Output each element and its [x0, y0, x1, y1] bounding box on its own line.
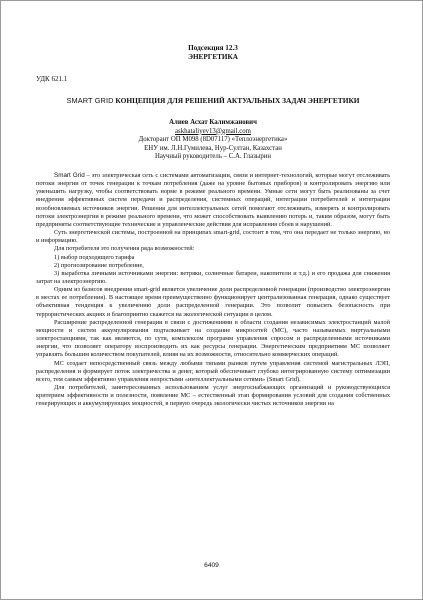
- list-item-2: 2) прогнозирование потребление,: [54, 261, 144, 269]
- body-text: [36, 172, 390, 409]
- udk-code: УДК 621.1: [36, 75, 68, 83]
- paragraph-4: Одним из базисов внедрения smart-grid является увеличение доли распределенной генерации (производство электроэнергии в местах ее потребления). В настоящее время преимущественно функционирует централизованная генерация, однако существует объективная тенденция к увеличению доли распределенной генерации. Это позволит повысить безопасность при террористических акциях и благоприятно скажется на экологической ситуации в целом.: [36, 286, 390, 318]
- author-block: [36, 119, 390, 162]
- author-name: Алиев Асхат Калимжанович: [169, 119, 257, 126]
- paragraph-2: Суть энергетической системы, построенной на принципах smart-grid, состоит в том, что она передает не только энергию, но и информацию.: [36, 229, 390, 245]
- paragraph-7: Для потребителей, заинтересованных использованием услуг энергоснабжающих организаций и руководствующихся критерием эффективности и полезности, появление МС – естественный этап формирования условий для создания собственных генерирующих и аккумулирующих мощностей, в первую очередь экологически чистых источников энергии на: [36, 384, 390, 408]
- author-email-link[interactable]: askhataliyev13@gmail.com: [175, 127, 251, 135]
- paragraph-1: [36, 172, 390, 229]
- author-position: Докторант ОП М098 (8D07117) «Теплоэнергетика»: [138, 136, 288, 144]
- paragraph-5: Расширение распределенной генерации в связи с достижениями в области создания независимых электростанций малой мощности и систем аккумулирования подталкивает на создание микросетей (МС), часто называемых виртуальными электростанциями, так как являются, по сути, комплексом программ управления спросом и распределенными источниками энергии, что позволяет оператору воспроизводить их как ресурсы генерации. Энергетическим предприятиям МС позволяет управлять большим количеством покупателей, влияя на их возможности, относительно коммерческих операций.: [36, 318, 390, 359]
- paragraph-1-lead: Smart Grid: [54, 171, 85, 179]
- author-affiliation: ЕНУ им. Л.Н.Гумилева, Нур-Султан, Казахстан: [144, 144, 282, 152]
- author-supervisor: Научный руководитель – С.А. Глазырин: [154, 153, 272, 161]
- subsection-label: Подсекция 12.3: [188, 44, 238, 52]
- paper-title: [36, 96, 390, 106]
- list-item-1: 1) выбор подходящего тарифа: [54, 253, 135, 261]
- list-item-3: 3) выработка личными источниками энергии: ветряки, солнечные батареи, накопители и т.д.) и его продажа для снижения затрат на электроэнергию.: [36, 269, 390, 285]
- title-rest: КОНЦЕПЦИЯ ДЛЯ РЕШЕНИЙ АКТУАЛЬНЫХ ЗАДАЧ ЭНЕРГЕТИКИ: [113, 96, 360, 105]
- paragraph-1-rest: – это электрическая сеть с системами автоматизации, связи и интернет-технологий, которые могут отслеживать потоки энергии от точек генерации к точкам потребления (даже на уровне бытовых приборов) и контролировать энергию или уменьшить нагрузку, чтобы соответствовать норме в режиме реального времени. Умные сети могут быть реализованы за счет внедрения эффективных систем передачи и распределения, системных операций, интеграции потребителей и интеграции возобновляемых источников энергии. Решения для интеллектуальных сетей помогают отслеживать, измерять и контролировать потоки электроэнергии в режиме реального времени, что может способствовать выявлению потерь и, таким образом, могут быть предприняты соответствующие технические и управленческие действия для исправления сбоев и нарушений.: [36, 171, 390, 228]
- section-heading: [36, 44, 390, 62]
- page-number: 6409: [204, 562, 219, 569]
- paragraph-3: Для потребителя это получения ряда возможностей:: [54, 245, 195, 253]
- paper-content: [36, 44, 390, 409]
- subsection-name: ЭНЕРГЕТИКА: [188, 53, 238, 61]
- paragraph-6: МС создает непосредственный связь между любыми типами рынков путем управления системой магистральных ЛЭП, распределения и формирует поток электричества и денег, который обеспечивает глубоко интегрированную систему оптимизации всего, тем самым эффективно управления непростыми «интеллектуальными сетями» (Smart Grid).: [36, 359, 390, 383]
- title-lead: SMART GRID: [66, 96, 114, 105]
